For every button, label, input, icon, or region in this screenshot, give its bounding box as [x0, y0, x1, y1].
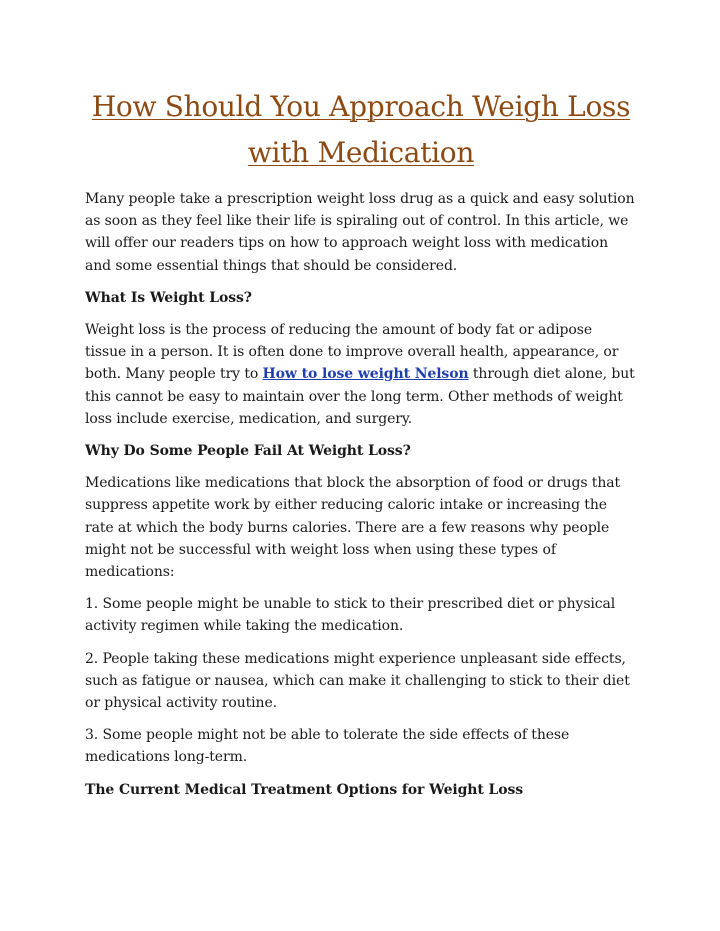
- reason-2-paragraph: 2. People taking these medications might experience unpleasant side effects, such as fatigue or nausea, which can make it challenging to stick to their diet or physical activity routine.: [85, 650, 630, 712]
- what-text-before-link: Weight loss is the process of reducing the amount of body fat or adipose tissue in a person. It is often done to improve overall health, appearance, or both. Many people try to: [85, 322, 619, 383]
- what-text-after-link: through diet alone, but this cannot be easy to maintain over the long term. Other methods of weight loss include exercise, medication, and surgery.: [85, 366, 635, 427]
- why-fail-heading: Why Do Some People Fail At Weight Loss?: [85, 443, 411, 460]
- page-title: [85, 84, 637, 176]
- document-page: [85, 84, 637, 811]
- what-is-weight-loss-paragraph: [85, 319, 637, 430]
- intro-paragraph: Many people take a prescription weight loss drug as a quick and easy solution as soon as they feel like their life is spiraling out of control. In this article, we will offer our readers tips on how to approach weight loss with medication and some essential things that should be considered.: [85, 191, 635, 274]
- lose-weight-nelson-link[interactable]: How to lose weight Nelson: [262, 366, 469, 383]
- reason-3-paragraph: 3. Some people might not be able to tolerate the side effects of these medications long-term.: [85, 727, 570, 766]
- title-link[interactable]: How Should You Approach Weigh Loss with Medication: [91, 90, 631, 169]
- what-is-weight-loss-heading: What Is Weight Loss?: [85, 289, 252, 306]
- treatment-options-heading: The Current Medical Treatment Options for Weight Loss: [85, 781, 524, 798]
- reason-1-paragraph: 1. Some people might be unable to stick to their prescribed diet or physical activity regimen while taking the medication.: [85, 596, 616, 635]
- why-fail-paragraph: Medications like medications that block the absorption of food or drugs that suppress appetite work by either reducing caloric intake or increasing the rate at which the body burns calories. There are a few reasons why people might not be successful with weight loss when using these types of medications:: [85, 475, 621, 581]
